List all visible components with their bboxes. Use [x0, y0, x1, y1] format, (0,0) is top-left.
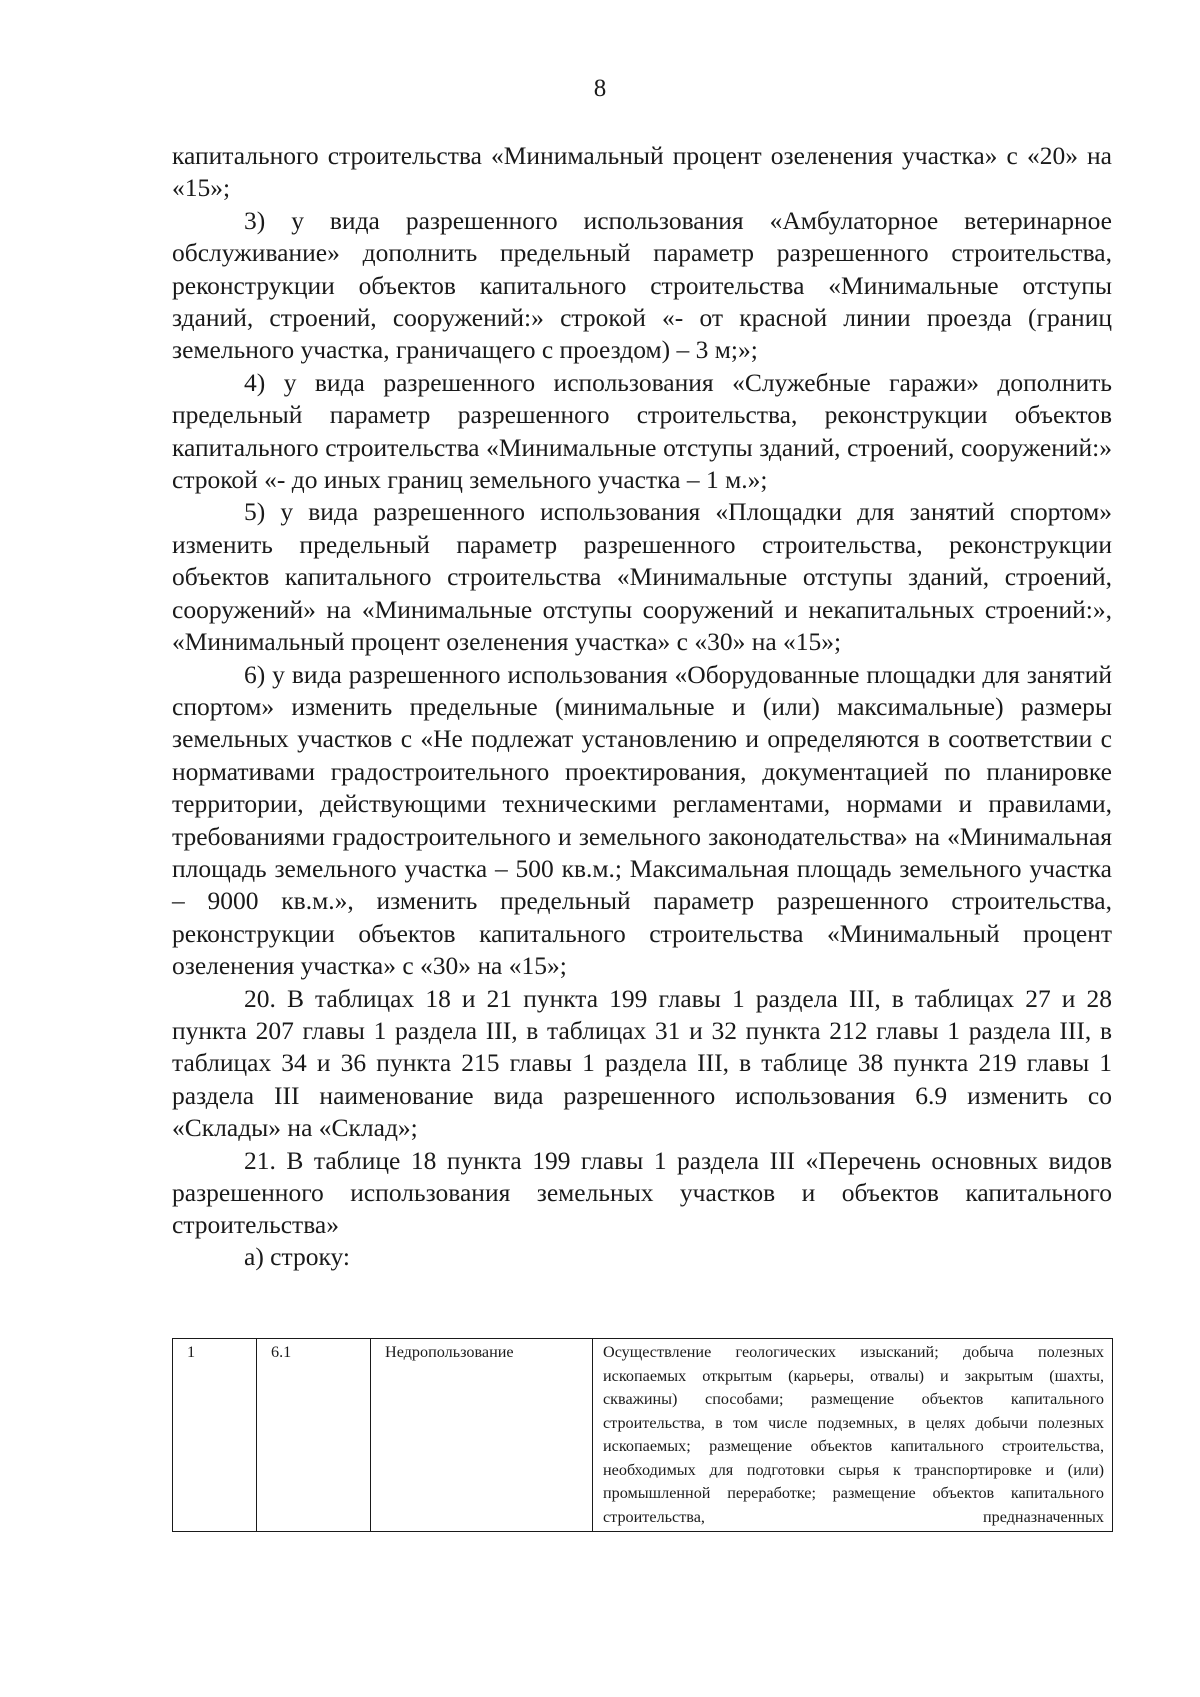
table-cell-code: 6.1 — [257, 1339, 371, 1532]
table-cell-description: Осуществление геологических изысканий; добыча полезных ископаемых открытым (карьеры, отвалы) и закрытым (шахты, скважины) способами; размещение объектов капитального строительства, в том числе подземных, в целях добычи полезных ископаемых; размещение объектов капитального строительства, необходимых для подготовки сырья к транспортировке и (или) промышленной переработке; размещение объектов капитального строительства, предназначенных — [593, 1339, 1113, 1532]
table-row — [173, 1339, 1113, 1532]
paragraph-clause-20: 20. В таблицах 18 и 21 пункта 199 главы 1 раздела III, в таблицах 27 и 28 пункта 207 главы 1 раздела III, в таблицах 31 и 32 пункта 212 главы 1 раздела III, в таблицах 34 и 36 пункта 215 главы 1 раздела III, в таблице 38 пункта 219 главы 1 раздела III наименование вида разрешенного использования 6.9 изменить со «Склады» на «Склад»; — [172, 983, 1112, 1143]
paragraph-continuation: капитального строительства «Минимальный процент озеленения участка» с «20» на «15»; — [172, 141, 1112, 203]
paragraph-item-4: 4) у вида разрешенного использования «Служебные гаражи» дополнить предельный параметр разрешенного строительства, реконструкции объектов капитального строительства «Минимальные отступы зданий, строений, сооружений:» строкой «- до иных границ земельного участка – 1 м.»; — [172, 367, 1112, 495]
row-label: а) строку: — [244, 1241, 350, 1271]
paragraph-item-6: 6) у вида разрешенного использования «Оборудованные площадки для занятий спортом» изменить предельные (минимальные и (или) максимальные) размеры земельных участков с «Не подлежат установлению и определяются в соответствии с нормативами градостроительного проектирования, документацией по планировке территории, действующими техническими регламентами, нормами и правилами, требованиями градостроительного и земельного законодательства» на «Минимальная площадь земельного участка – 500 кв.м.; Максимальная площадь земельного участка – 9000 кв.м.», изменить предельный параметр разрешенного строительства, реконструкции объектов капитального строительства «Минимальный процент озеленения участка» с «30» на «15»; — [172, 659, 1112, 981]
paragraph-clause-21: 21. В таблице 18 пункта 199 главы 1 раздела III «Перечень основных видов разрешенного использования земельных участков и объектов капитального строительства» — [172, 1145, 1112, 1240]
document-body — [172, 140, 1112, 1272]
land-use-table — [172, 1338, 1113, 1532]
table-cell-name: Недропользование — [371, 1339, 593, 1532]
table-cell-number: 1 — [173, 1339, 257, 1532]
paragraph-item-3: 3) у вида разрешенного использования «Амбулаторное ветеринарное обслуживание» дополнить предельный параметр разрешенного строительства, реконструкции объектов капитального строительства «Минимальные отступы зданий, строений, сооружений:» строкой «- от красной линии проезда (границ земельного участка, граничащего с проездом) – 3 м;»; — [172, 205, 1112, 365]
paragraph-item-5: 5) у вида разрешенного использования «Площадки для занятий спортом» изменить предельный параметр разрешенного строительства, реконструкции объектов капитального строительства «Минимальные отступы зданий, строений, сооружений» на «Минимальные отступы сооружений и некапитальных строений:», «Минимальный процент озеленения участка» с «30» на «15»; — [172, 497, 1112, 657]
page-number: 8 — [593, 75, 607, 102]
